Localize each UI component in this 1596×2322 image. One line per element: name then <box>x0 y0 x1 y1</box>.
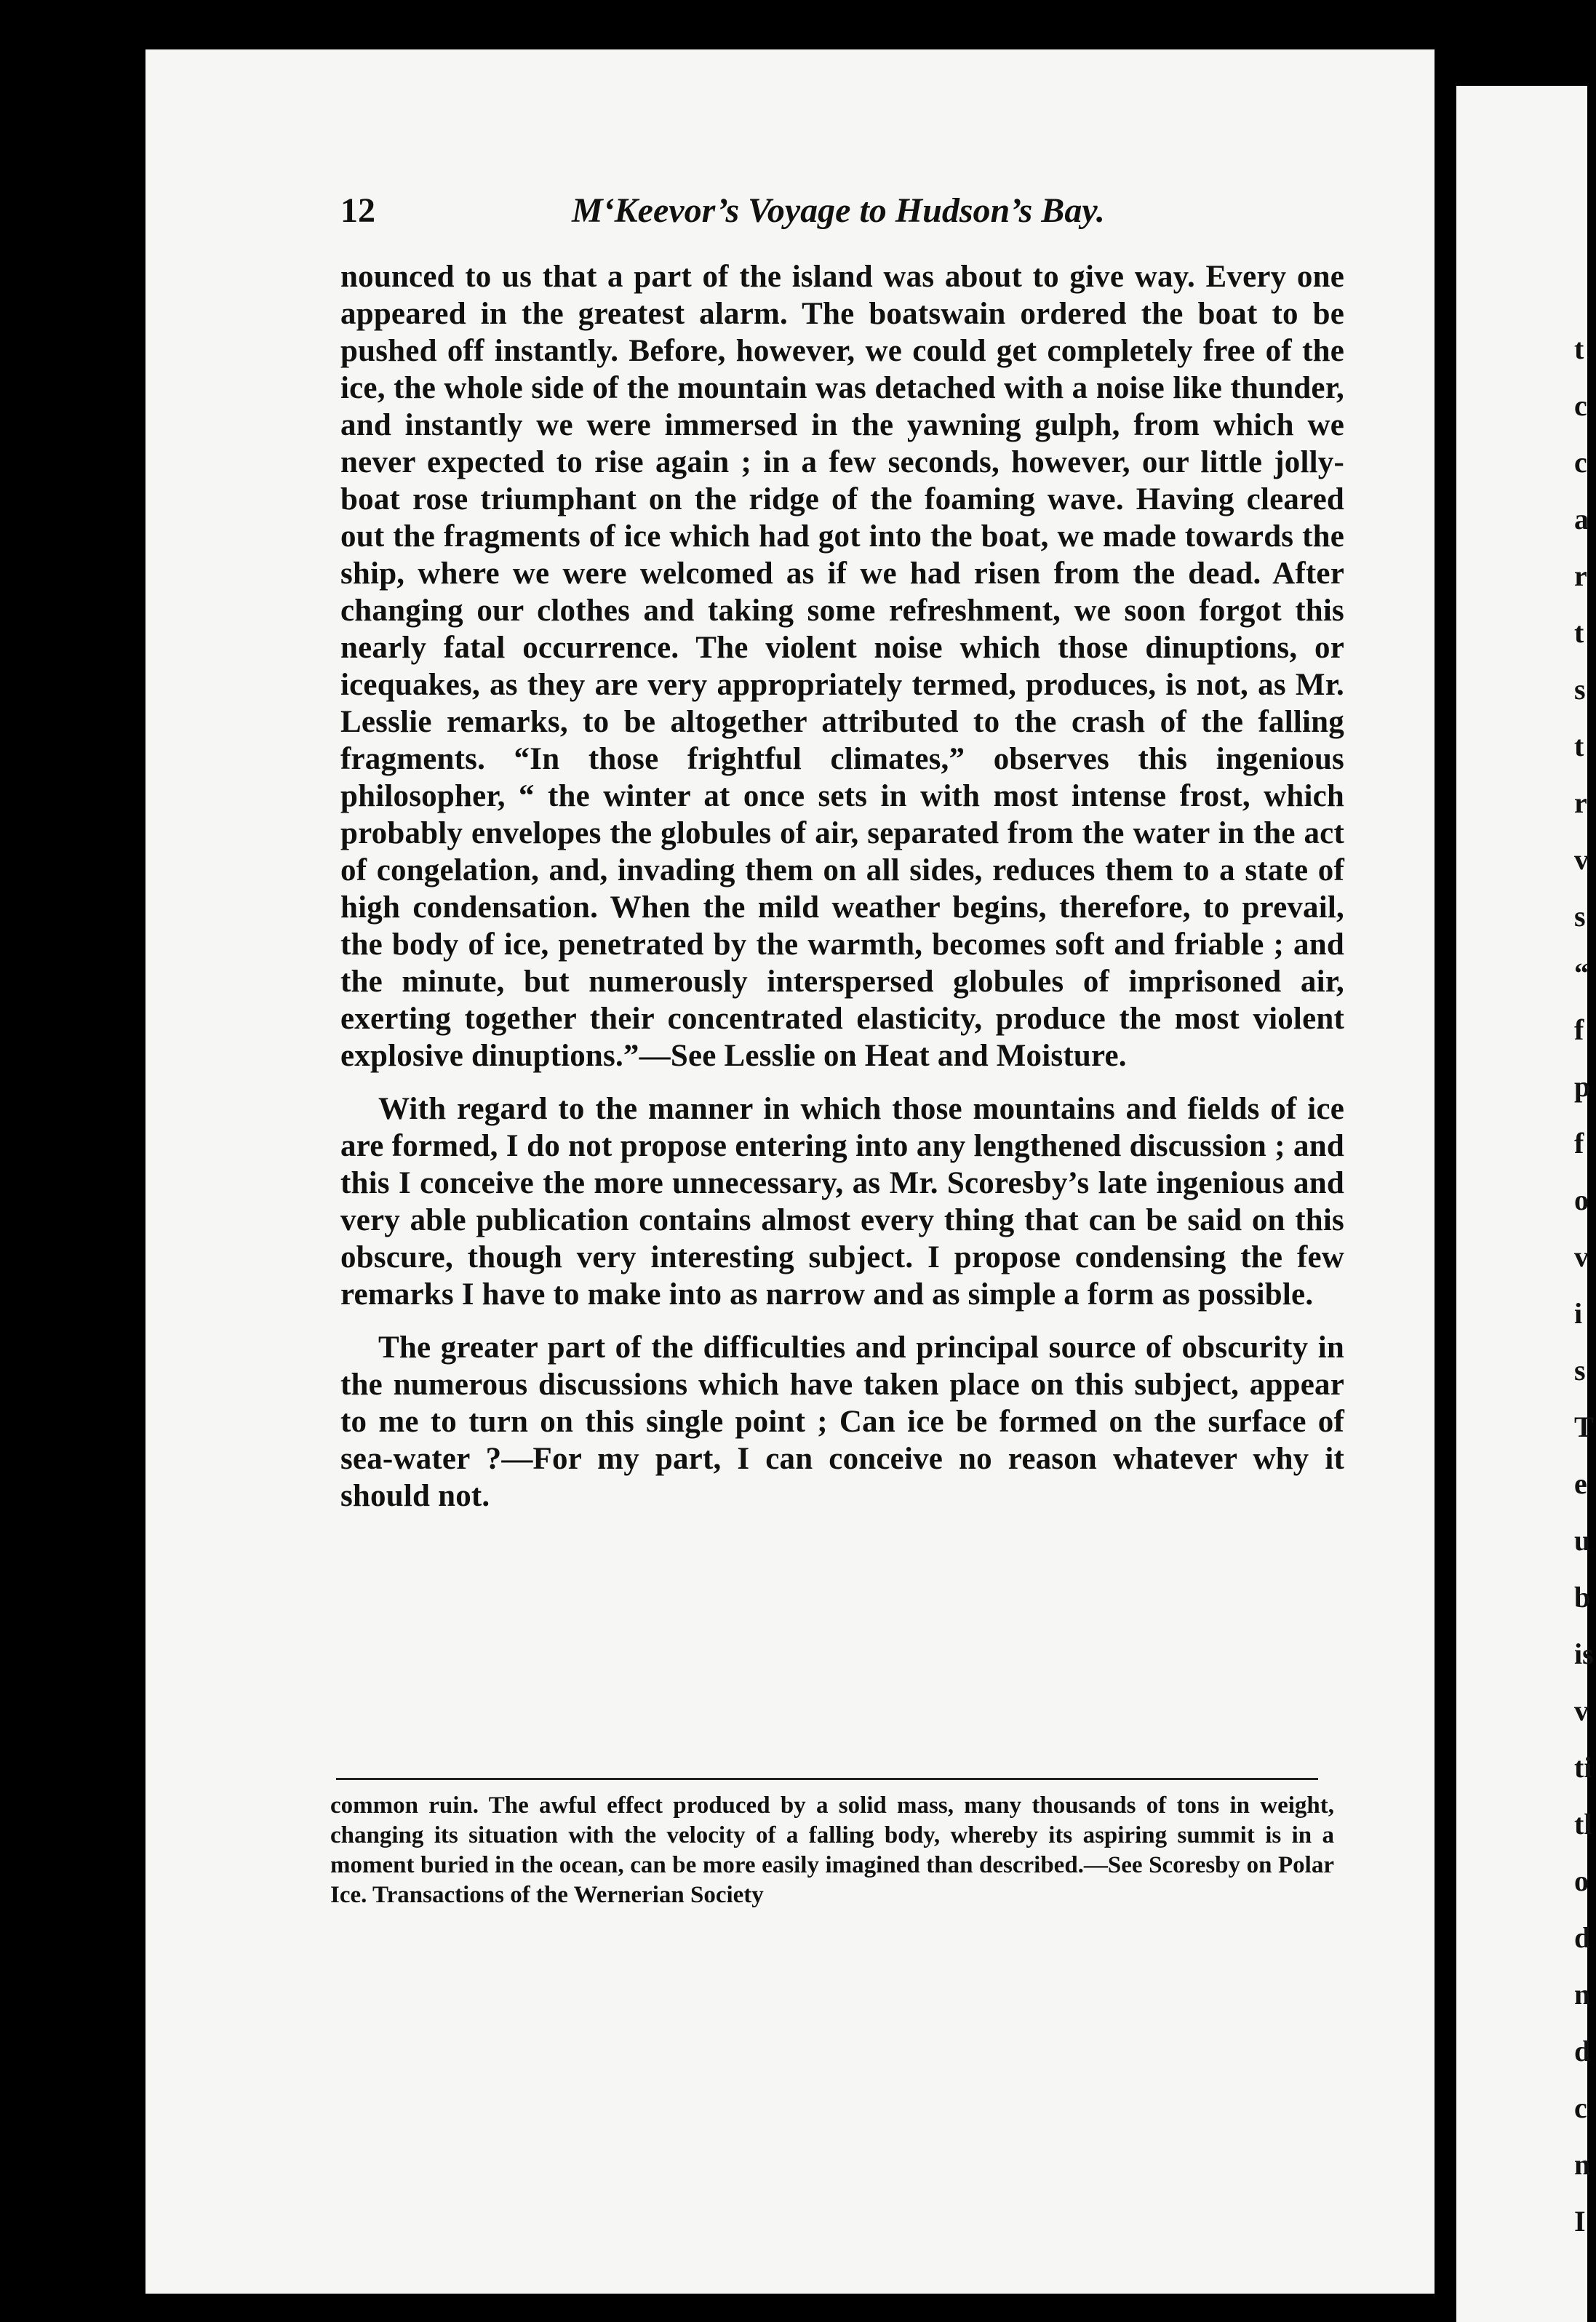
adjacent-page-fragment: t <box>1574 616 1584 649</box>
adjacent-page-fragment: d <box>1574 2035 1591 2067</box>
adjacent-page-fragment: s <box>1574 673 1586 706</box>
adjacent-page-fragment: r <box>1574 786 1587 819</box>
adjacent-page-fragment: n <box>1574 1978 1591 2011</box>
adjacent-page-fragment: t <box>1574 730 1584 762</box>
adjacent-page-fragment: I <box>1574 2205 1586 2238</box>
adjacent-page-edge <box>1456 86 1587 2322</box>
paragraph-3: The greater part of the difficulties and principal source of obscurity in the numerous discussions which have taken place on this subject, appear to me to turn on this single point ; Can ice be formed on the surface of sea-water ?—For my part, I can conceive no reason whatever why it should not. <box>340 1330 1344 1513</box>
adjacent-page-fragment: “ <box>1574 957 1589 989</box>
footnote-rule <box>336 1778 1318 1780</box>
adjacent-page-fragment: v <box>1574 1240 1589 1273</box>
adjacent-page-fragment: t <box>1574 332 1584 365</box>
paragraph-2: With regard to the manner in which those mountains and fields of ice are formed, I do not propose entering into any lengthened discussion ; and this I conceive the more unnecessary, as Mr. Scoresby’s late ingenious and very able publication contains almost every thing that can be said on this obscure, though very interesting subject. I propose condensing the few remarks I have to make into as narrow and as simple a form as possible. <box>340 1092 1344 1312</box>
adjacent-page-fragment: c <box>1574 389 1587 422</box>
adjacent-page-fragment: f <box>1574 1127 1584 1160</box>
adjacent-page-fragment: ti <box>1574 1751 1592 1784</box>
adjacent-page-fragment: o <box>1574 1864 1589 1897</box>
adjacent-page-fragment: T <box>1574 1411 1594 1443</box>
adjacent-page-fragment: b <box>1574 1581 1591 1613</box>
adjacent-page-fragment: v <box>1574 843 1589 876</box>
adjacent-page-fragment: f <box>1574 1013 1584 1046</box>
adjacent-page-fragment: o <box>1574 1184 1589 1216</box>
adjacent-page-fragment: s <box>1574 900 1586 933</box>
adjacent-page-fragment: c <box>1574 446 1587 479</box>
footnote: common ruin. The awful effect produced by a solid mass, many thousands of tons in weight, changing its situation with the velocity of a falling body, whereby its aspiring summit is in a moment buried in the ocean, can be more easily imagined than described.—See Scoresby on Polar Ice. Transactions of the Wernerian Society <box>330 1792 1334 1908</box>
adjacent-page-fragment: tl <box>1574 1808 1592 1840</box>
running-title: M‘Keevor’s Voyage to Hudson’s Bay. <box>572 191 1105 230</box>
adjacent-page-fragment: is <box>1574 1637 1594 1670</box>
adjacent-page-fragment: p <box>1574 1070 1591 1103</box>
adjacent-page-fragment: u <box>1574 1524 1591 1557</box>
paragraph-1: nounced to us that a part of the island was about to give way. Every one appeared in the greatest alarm. The boatswain ordered the boat to be pushed off instantly. Before, however, we could get completely free of the ice, the whole side of the mountain was detached with a noise like thunder, and instantly we were immersed in the yawning gulph, from which we never expected to rise again ; in a few seconds, however, our little jolly-boat rose triumphant on the ridge of the foaming wave. Having cleared out the fragments of ice which had got into the boat, we made towards the ship, where we were welcomed as if we had risen from the dead. After changing our clothes and taking some refreshment, we soon forgot this nearly fatal occurrence. The violent noise which those dinuptions, or icequakes, as they are very appropriately termed, produces, is not, as Mr. Lesslie remarks, to be altogether attributed to the crash of the falling fragments. “In those frightful climates,” observes this ingenious philosopher, “ the winter at once sets in with most intense frost, which probably envelopes the globules of air, separated from the water in the act of congelation, and, invading them on all sides, reduces them to a state of high condensation. When the mild weather begins, therefore, to prevail, the body of ice, penetrated by the warmth, becomes soft and friable ; and the minute, but numerously interspersed globules of imprisoned air, exerting together their concentrated elasticity, produce the most violent explosive dinuptions.”—See Lesslie on Heat and Moisture. <box>340 260 1344 1073</box>
adjacent-page-fragment: s <box>1574 1354 1586 1387</box>
page-gutter <box>1435 49 1456 2322</box>
main-text <box>340 258 1344 1515</box>
page-header <box>340 191 1373 256</box>
adjacent-page-fragment: n <box>1574 2148 1591 2181</box>
adjacent-page-fragment: i <box>1574 1297 1583 1330</box>
page-number: 12 <box>340 191 375 230</box>
adjacent-page-fragment: a <box>1574 503 1589 535</box>
adjacent-page-fragment: d <box>1574 1921 1591 1954</box>
adjacent-page-fragment: c <box>1574 2091 1587 2124</box>
adjacent-page-fragment: e <box>1574 1467 1587 1500</box>
adjacent-page-fragment: v <box>1574 1694 1589 1727</box>
adjacent-page-fragment: r <box>1574 559 1587 592</box>
